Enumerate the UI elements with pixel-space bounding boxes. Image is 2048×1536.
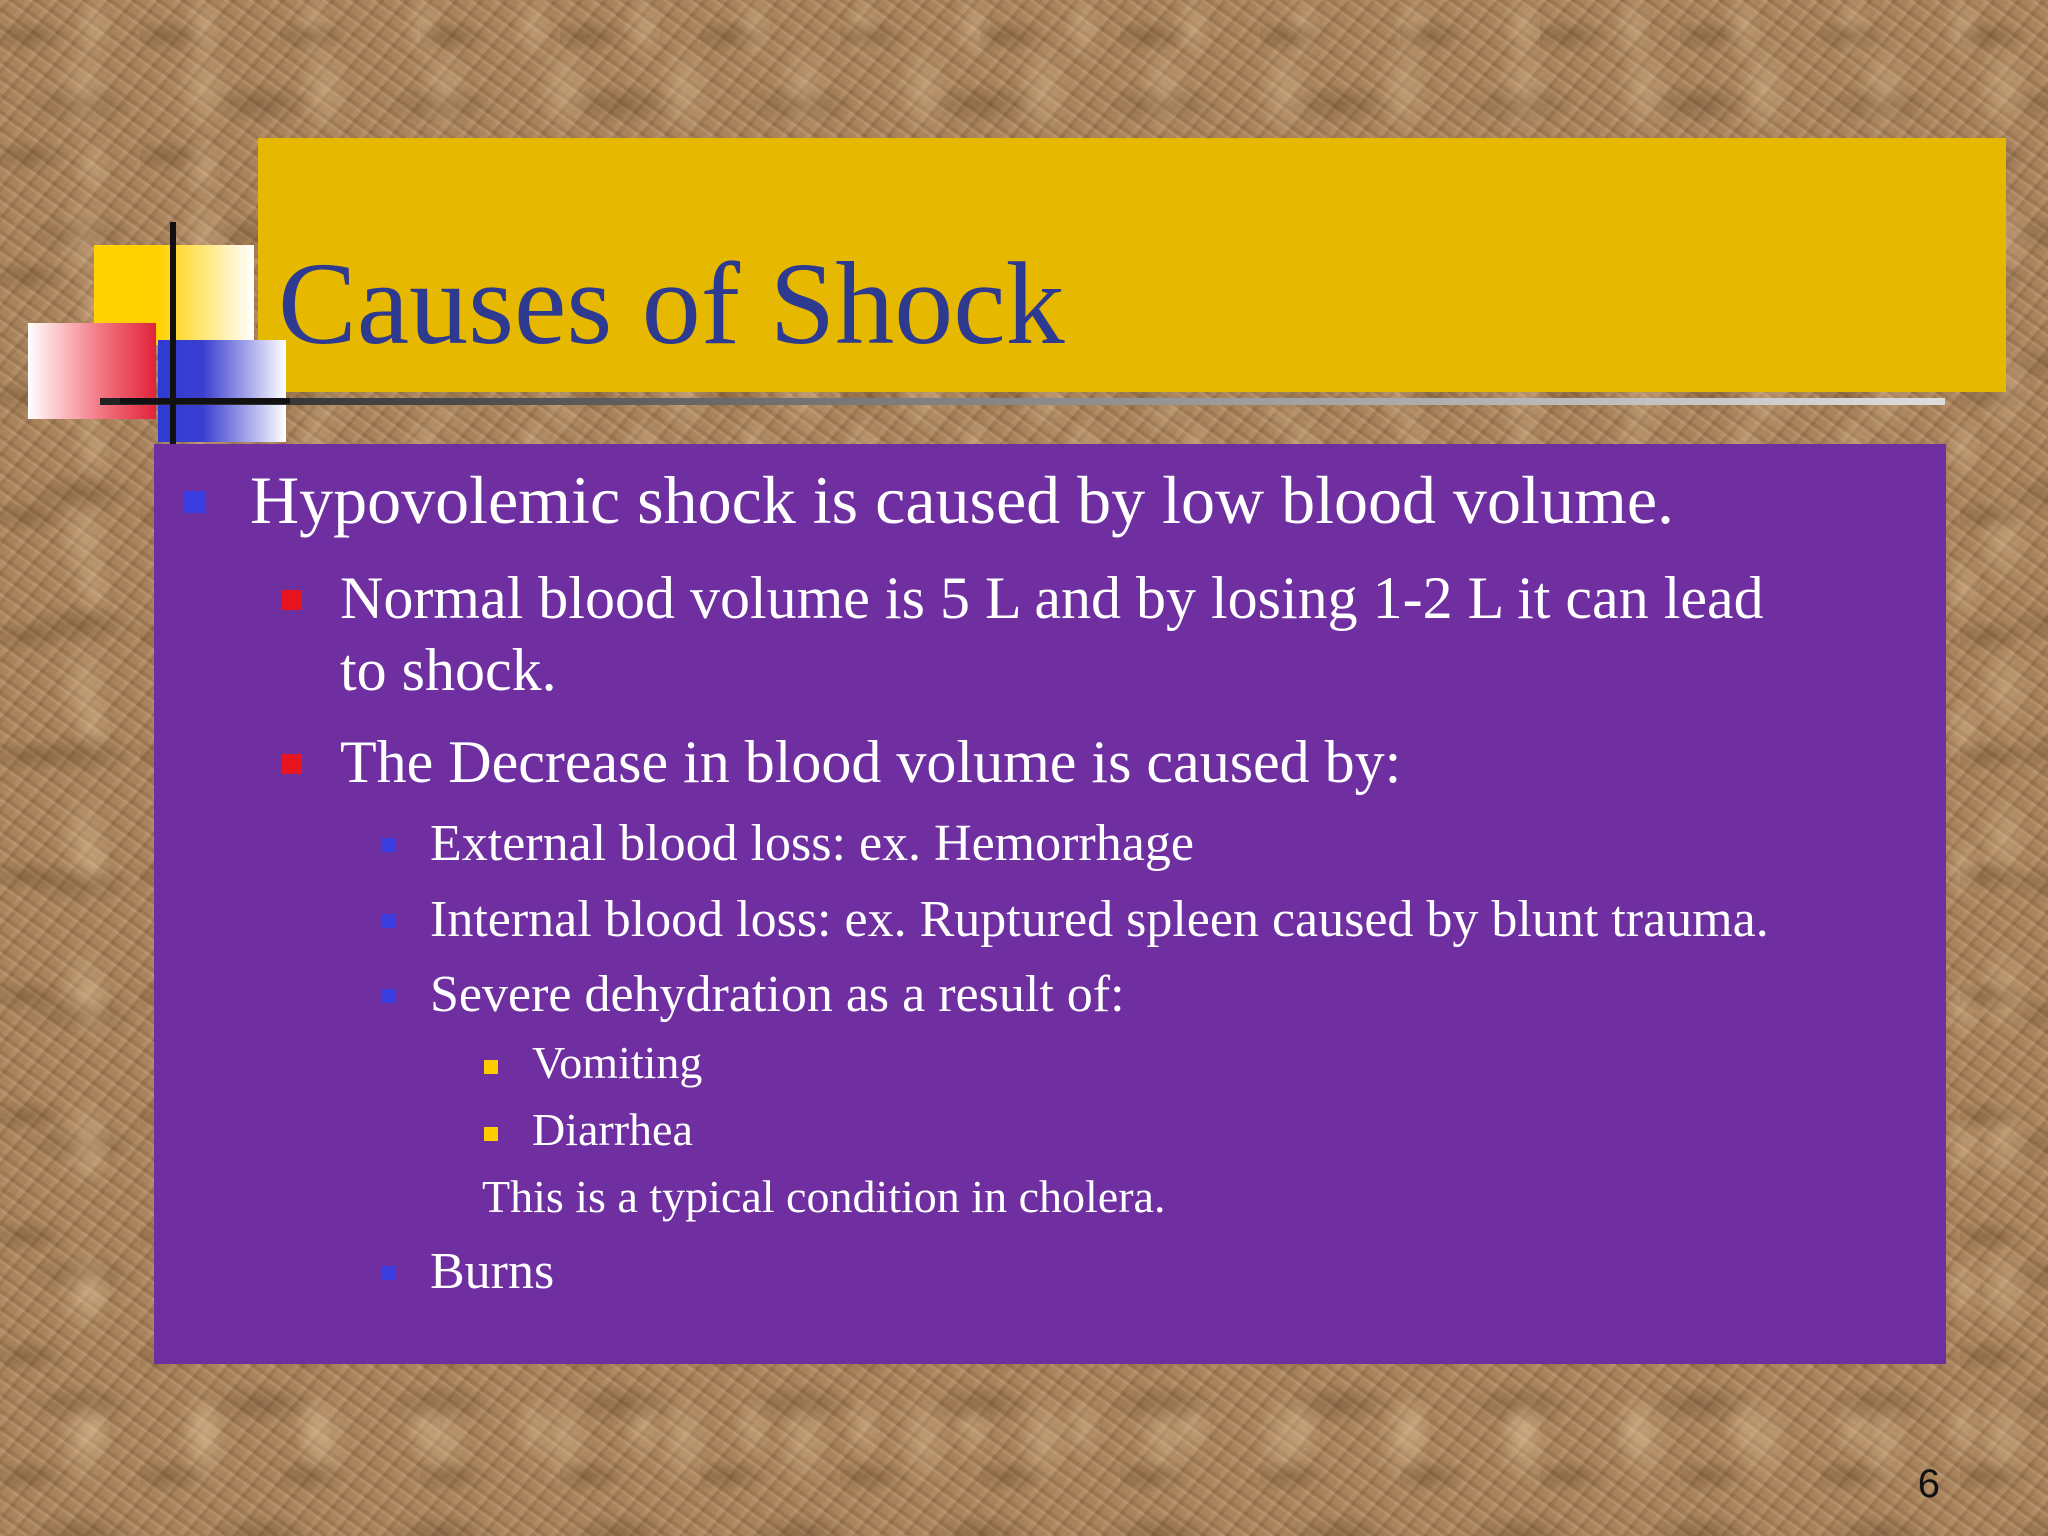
slide-title: Causes of Shock <box>278 238 1065 369</box>
bullet-diarrhea: Diarrhea <box>532 1104 693 1155</box>
bullet-level4-icon <box>484 1060 498 1074</box>
bullet-level2-icon <box>282 754 302 774</box>
bullet-burns: Burns <box>430 1243 555 1300</box>
bullet-external-loss: External blood loss: ex. Hemorrhage <box>430 815 1194 872</box>
decor-vertical-line <box>170 222 176 444</box>
bullet-level3-icon <box>382 914 396 928</box>
bullet-dehydration: Severe dehydration as a result of: <box>430 966 1125 1023</box>
bullet-level1-icon <box>184 491 206 513</box>
bullet-decrease: The Decrease in blood volume is caused by: <box>340 729 1402 795</box>
bullet-normal-volume: Normal blood volume is 5 L and by losing 1-2 L it can lead to shock. <box>340 565 1764 703</box>
bullet-level2-icon <box>282 590 302 610</box>
decor-blue-square <box>158 340 286 442</box>
bullet-level3-icon <box>382 1266 396 1280</box>
bullet-vomiting: Vomiting <box>532 1037 703 1088</box>
cholera-note: This is a typical condition in cholera. <box>482 1171 1166 1222</box>
content-box <box>154 444 1946 1364</box>
bullet-level3-icon <box>382 838 396 852</box>
page-number: 6 <box>1917 1462 1940 1506</box>
decor-horizontal-line <box>120 398 290 404</box>
bullet-hypovolemic: Hypovolemic shock is caused by low blood volume. <box>250 462 1675 538</box>
bullet-level3-icon <box>382 989 396 1003</box>
title-underline-rule <box>100 398 1945 405</box>
bullet-level4-icon <box>484 1127 498 1141</box>
bullet-internal-loss: Internal blood loss: ex. Ruptured spleen caused by blunt trauma. <box>430 891 1769 948</box>
